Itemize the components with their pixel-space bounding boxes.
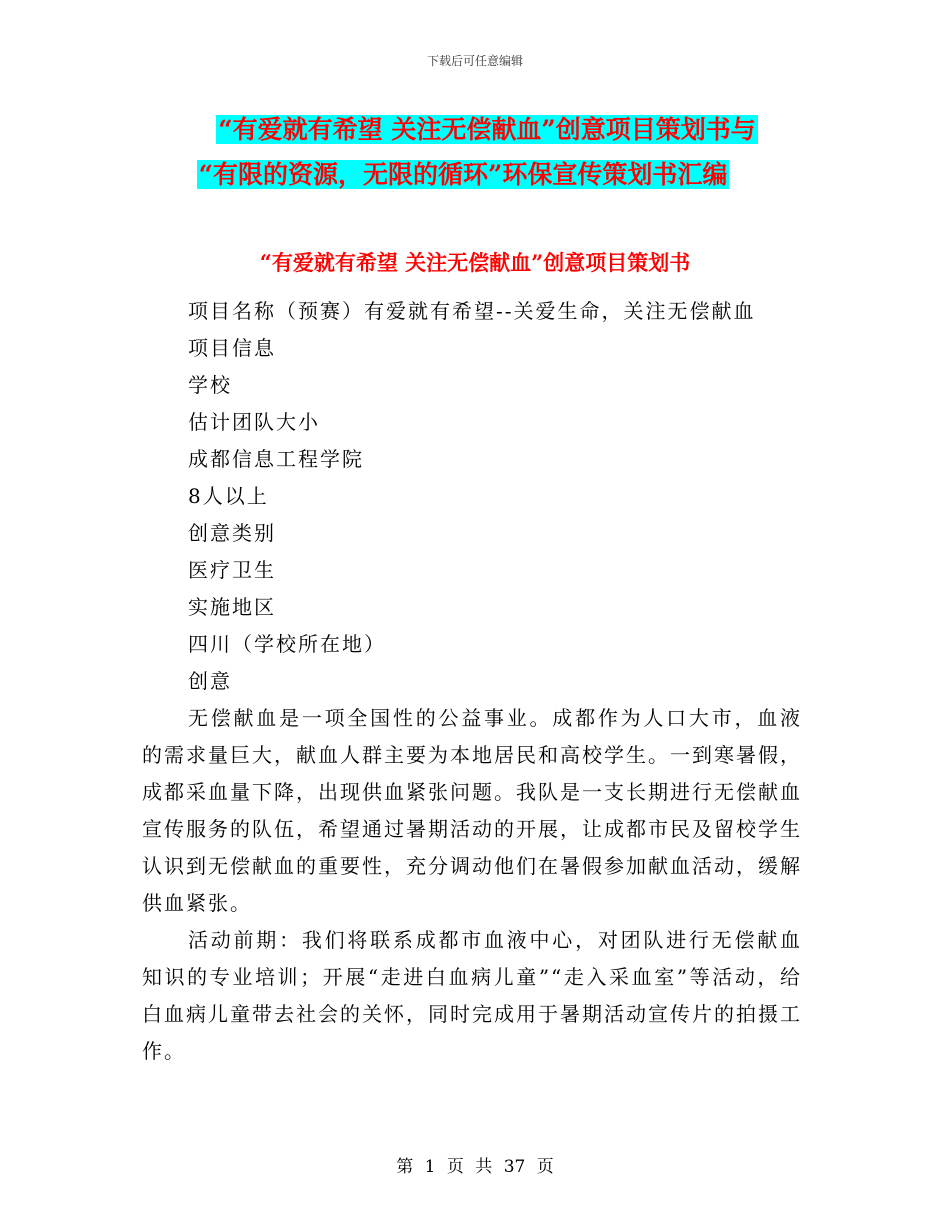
school-label: 学校 [188,373,232,397]
main-title-line-2 [0,157,950,193]
category-value: 医疗卫生 [188,558,276,582]
paragraph-early-stage: 活动前期：我们将联系成都市血液中心，对团队进行无偿献血知识的专业培训；开展“走进白血病儿童”“走入采血室”等活动，给白血病儿童带去社会的关怀，同时完成用于暑期活动宣传片的拍摄工作。 [142,928,802,1063]
category-label: 创意类别 [188,521,276,545]
page-footer: 第 1 页 共 37 页 [396,1157,554,1177]
main-title-line-1-text: “有爱就有希望 关注无偿献血”创意项目策划书与 [218,115,756,144]
school-value: 成都信息工程学院 [188,447,364,471]
paragraph-intro: 无偿献血是一项全国性的公益事业。成都作为人口大市，血液的需求量巨大，献血人群主要为本地居民和高校学生。一到寒暑假，成都采血量下降，出现供血紧张问题。我队是一支长期进行无偿献血宣传服务的队伍，希望通过暑期活动的开展，让成都市民及留校学生认识到无偿献血的重要性，充分调动他们在暑假参加献血活动，缓解供血紧张。 [142,706,802,915]
section-title: “有爱就有希望 关注无偿献血”创意项目策划书 [259,250,691,275]
header-note: 下载后可任意编辑 [426,54,523,68]
document-body [142,293,802,1070]
project-info-label: 项目信息 [188,336,276,360]
team-size-label: 估计团队大小 [188,410,320,434]
main-title-line-1 [0,112,950,148]
region-label: 实施地区 [188,595,276,619]
creativity-label: 创意 [188,669,232,693]
region-value: 四川（学校所在地） [188,632,386,656]
main-title-line-2-text: “有限的资源，无限的循环”环保宣传策划书汇编 [198,160,728,189]
project-name-line: 项目名称（预赛）有爱就有希望--关爱生命，关注无偿献血 [188,299,756,323]
team-size-value: 8人以上 [188,484,269,508]
